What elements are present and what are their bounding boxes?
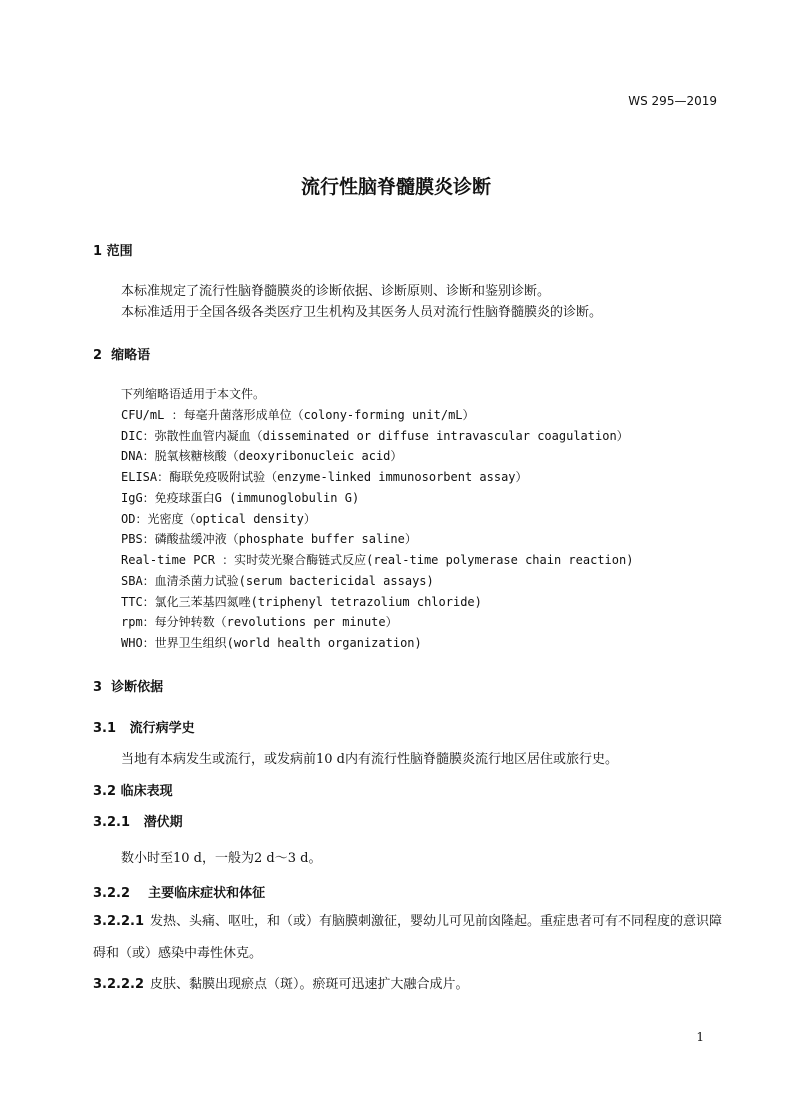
section-title: 主要临床症状和体征 bbox=[148, 886, 266, 901]
section-3-2-heading bbox=[93, 780, 173, 799]
section-number: 1 bbox=[93, 244, 103, 259]
list-item: WHO：世界卫生组织(world health organization) bbox=[121, 636, 422, 650]
section-3-2-2-1-paragraph bbox=[93, 906, 723, 970]
section-number: 3.2 bbox=[93, 784, 117, 799]
document-title: 流行性脑脊髓膜炎诊断 bbox=[300, 176, 491, 198]
section-title: 流行病学史 bbox=[129, 721, 195, 736]
list-item: ELISA：酶联免疫吸附试验（enzyme-linked immunosorbent assay） bbox=[121, 470, 528, 484]
abbreviation-list bbox=[121, 384, 633, 654]
section-number: 3.2.2 bbox=[93, 886, 131, 901]
clause-text: 皮肤、黏膜出现瘀点（斑）。瘀斑可迅速扩大融合成片。 bbox=[150, 977, 469, 992]
list-item: IgG：免疫球蛋白G (immunoglobulin G) bbox=[121, 490, 360, 505]
list-item: 下列缩略语适用于本文件。 bbox=[121, 387, 266, 401]
standard-code: WS 295—2019 bbox=[628, 94, 717, 108]
section-3-1-heading bbox=[93, 717, 195, 736]
list-item: OD：光密度（optical density） bbox=[121, 511, 316, 526]
section-title: 诊断依据 bbox=[111, 680, 164, 695]
section-title: 缩略语 bbox=[111, 348, 151, 363]
section-3-2-2-2-paragraph bbox=[93, 969, 723, 1001]
section-1-paragraph: 本标准适用于全国各级各类医疗卫生机构及其医务人员对流行性脑脊髓膜炎的诊断。 bbox=[121, 305, 603, 320]
clause-number: 3.2.2.2 bbox=[93, 977, 144, 992]
list-item: DNA：脱氧核糖核酸（deoxyribonucleic acid） bbox=[121, 449, 403, 464]
section-3-2-1-text: 数小时至10 d，一般为2 d～3 d。 bbox=[121, 851, 322, 866]
section-1-heading bbox=[93, 240, 133, 259]
list-item: TTC：氯化三苯基四氮唑(triphenyl tetrazolium chloride) bbox=[121, 594, 482, 609]
section-title: 临床表现 bbox=[120, 784, 173, 799]
section-title: 潜伏期 bbox=[143, 815, 183, 830]
clause-number: 3.2.2.1 bbox=[93, 914, 144, 929]
section-title: 范围 bbox=[106, 244, 133, 259]
section-number: 3.2.1 bbox=[93, 815, 131, 830]
section-3-1-text: 当地有本病发生或流行，或发病前10 d内有流行性脑脊髓膜炎流行地区居住或旅行史。 bbox=[121, 752, 618, 767]
section-number: 3.1 bbox=[93, 721, 117, 736]
section-number: 3 bbox=[93, 680, 103, 695]
section-2-heading bbox=[93, 344, 150, 363]
list-item: DIC：弥散性血管内凝血（disseminated or diffuse intravascular coagulation） bbox=[121, 428, 629, 443]
section-3-2-1-heading bbox=[93, 811, 183, 830]
section-1-paragraph: 本标准规定了流行性脑脊髓膜炎的诊断依据、诊断原则、诊断和鉴别诊断。 bbox=[121, 284, 551, 299]
list-item: Real-time PCR ：实时荧光聚合酶链式反应(real-time polymerase chain reaction) bbox=[121, 553, 634, 567]
list-item: rpm：每分钟转数（revolutions per minute） bbox=[121, 615, 398, 630]
list-item: SBA：血清杀菌力试验(serum bactericidal assays) bbox=[121, 573, 434, 588]
clause-text: 发热、头痛、呕吐，和（或）有脑膜刺激征，婴幼儿可见前囟隆起。重症患者可有不同程度的意识障碍和（或）感染中毒性休克。 bbox=[93, 914, 723, 961]
list-item: PBS：磷酸盐缓冲液（phosphate buffer saline） bbox=[121, 532, 417, 547]
section-3-2-2-heading bbox=[93, 882, 265, 901]
section-number: 2 bbox=[93, 348, 103, 363]
list-item: CFU/mL ：每毫升菌落形成单位（colony-forming unit/mL） bbox=[121, 407, 475, 422]
section-3-heading bbox=[93, 676, 163, 695]
page-number: 1 bbox=[696, 1030, 704, 1044]
